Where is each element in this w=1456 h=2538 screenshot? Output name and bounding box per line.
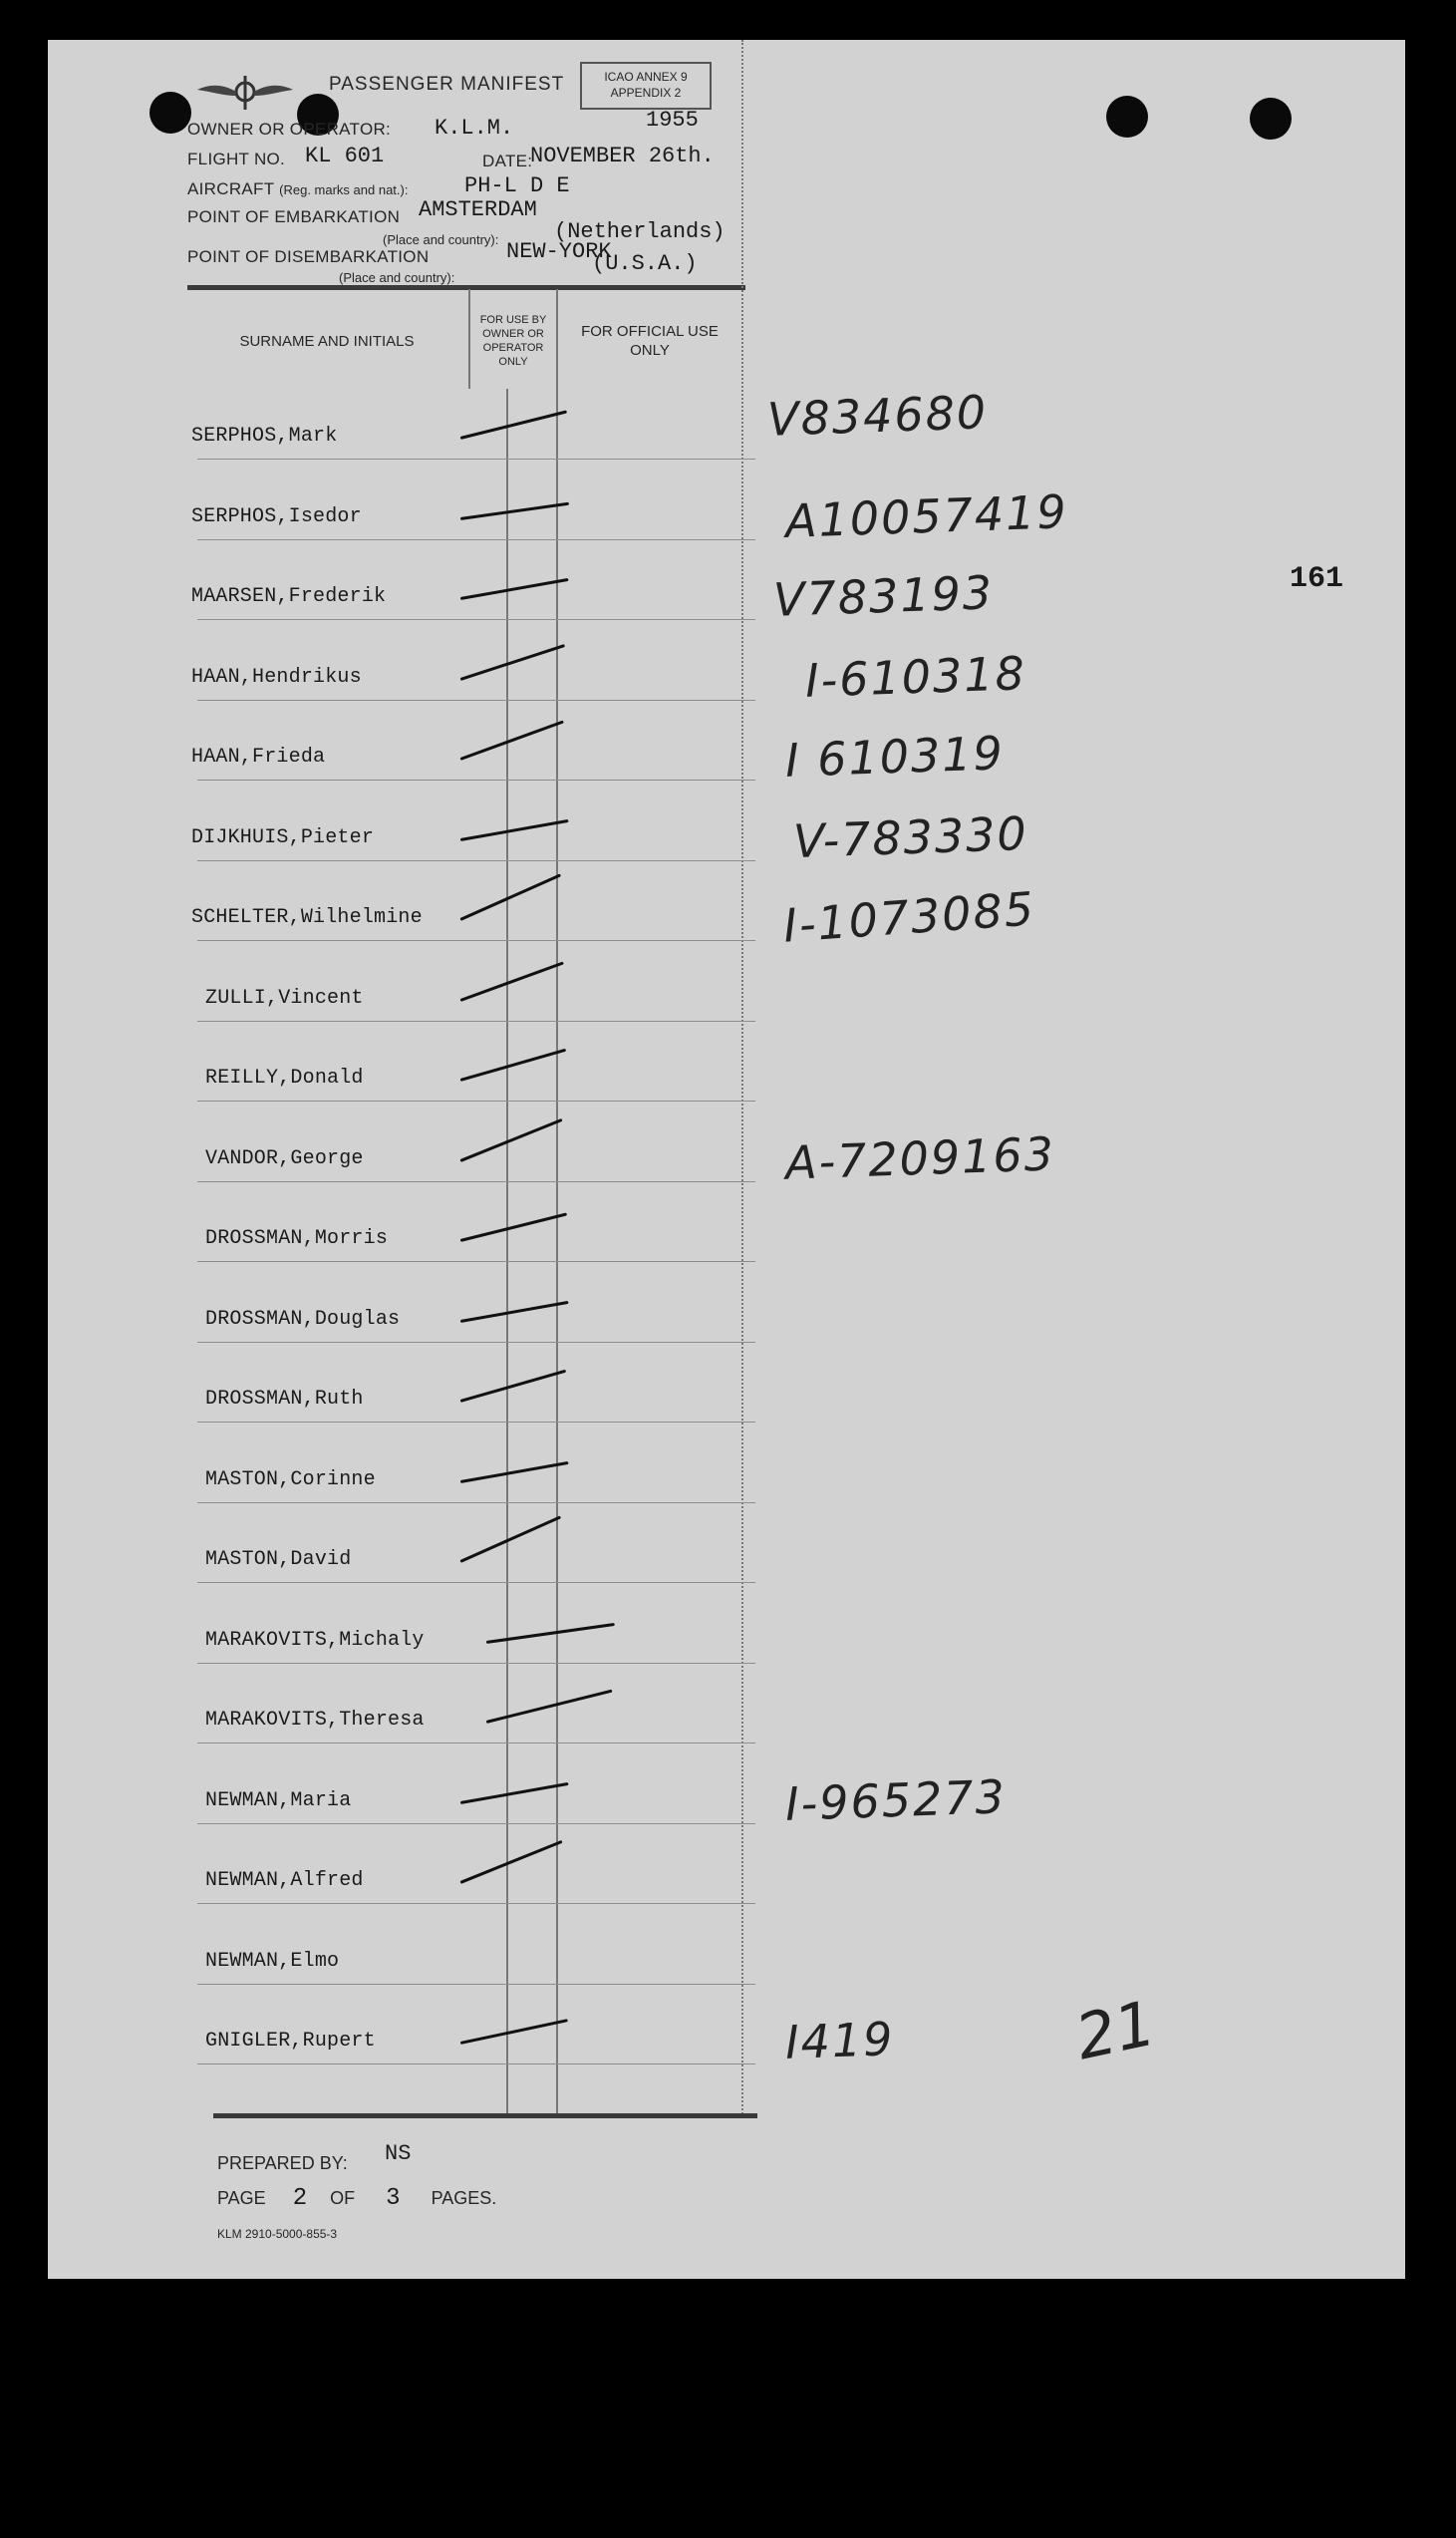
column-divider-left (468, 289, 470, 389)
official-use-entry: A-7209163 (784, 1125, 1056, 1190)
passenger-name: MASTON,Corinne (205, 1467, 376, 1491)
check-tick-mark (460, 1300, 569, 1322)
pages-label: PAGES. (431, 2188, 497, 2208)
icao-line-1: ICAO ANNEX 9 (604, 70, 688, 84)
owner-row (187, 120, 391, 140)
passenger-name: REILLY,Donald (205, 1067, 364, 1090)
folio-number: 161 (1290, 562, 1344, 596)
icao-line-2: APPENDIX 2 (610, 86, 682, 100)
row-rule (197, 1342, 755, 1343)
aircraft-value: PH-L D E (464, 173, 570, 198)
passenger-name: NEWMAN,Elmo (205, 1949, 340, 1973)
passenger-name: NEWMAN,Maria (205, 1788, 352, 1812)
row-rule (197, 1422, 755, 1423)
check-tick-mark (460, 410, 567, 440)
form-code: KLM 2910-5000-855-3 (217, 2227, 338, 2241)
row-rule (197, 1903, 755, 1904)
check-tick-mark (460, 578, 569, 600)
row-rule (197, 1582, 755, 1583)
embarkation-sub-row (383, 229, 498, 249)
prepared-by-row (217, 2153, 348, 2174)
check-tick-mark (459, 1840, 562, 1884)
row-rule (197, 700, 755, 701)
check-tick-mark (460, 1049, 567, 1082)
row-rule (197, 1743, 755, 1744)
check-tick-mark (459, 873, 561, 920)
column-header-owner-use: FOR USE BY OWNER OR OPERATOR ONLY (479, 314, 547, 368)
table-top-rule (187, 285, 745, 290)
embarkation-country: (Netherlands) (554, 219, 726, 244)
row-rule (197, 1101, 755, 1102)
column-header-official-use: FOR OFFICIAL USE ONLY (581, 323, 719, 359)
row-rule (197, 459, 755, 460)
embarkation-sublabel: (Place and country): (383, 232, 499, 247)
passenger-name: NEWMAN,Alfred (205, 1869, 364, 1892)
page-value: 2 (292, 2185, 308, 2212)
row-rule (197, 1663, 755, 1664)
punch-hole-1 (149, 92, 191, 134)
disembarkation-sub-row (339, 267, 454, 287)
prepared-by-value: NS (385, 2141, 412, 2166)
passenger-name: VANDOR,George (205, 1146, 364, 1170)
check-tick-mark (459, 1515, 561, 1562)
official-use-entry: V-783330 (792, 805, 1029, 868)
aircraft-row (187, 179, 408, 199)
passenger-name: GNIGLER,Rupert (205, 2030, 376, 2053)
owner-label: OWNER OR OPERATOR: (187, 120, 392, 139)
check-tick-mark (486, 1690, 613, 1724)
passenger-name: DROSSMAN,Morris (205, 1227, 389, 1250)
passenger-name: HAAN,Hendrikus (191, 665, 362, 689)
embarkation-label: POINT OF EMBARKATION (187, 207, 401, 226)
passenger-name: MAARSEN,Frederik (191, 585, 387, 608)
check-tick-mark (460, 2019, 568, 2045)
check-tick-mark (459, 961, 563, 1001)
official-use-entry: I-610318 (804, 645, 1027, 708)
check-tick-mark (460, 1370, 567, 1403)
row-rule (197, 1021, 755, 1022)
embarkation-value: AMSTERDAM (419, 197, 537, 222)
row-rule (197, 539, 755, 540)
disembarkation-label: POINT OF DISEMBARKATION (187, 247, 430, 266)
official-use-entry: A10057419 (784, 483, 1069, 548)
row-rule (197, 860, 755, 861)
klm-wings-logo-icon (195, 70, 295, 116)
row-rule (197, 1823, 755, 1824)
check-tick-mark (460, 1781, 569, 1803)
passenger-name: SCHELTER,Wilhelmine (191, 906, 423, 929)
passenger-name: HAAN,Frieda (191, 746, 326, 769)
flight-value: KL 601 (305, 144, 385, 168)
row-rule (197, 1502, 755, 1503)
owner-value: K.L.M. (435, 116, 514, 141)
official-use-entry: I-965273 (784, 1768, 1008, 1831)
disembarkation-sublabel: (Place and country): (339, 270, 455, 285)
prepared-by-label: PREPARED BY: (217, 2153, 348, 2173)
check-tick-mark (459, 720, 563, 760)
check-tick-mark (460, 818, 569, 840)
manifest-year: 1955 (646, 108, 699, 133)
row-rule (197, 940, 755, 941)
row-rule (197, 1181, 755, 1182)
aircraft-sublabel: (Reg. marks and nat.): (279, 182, 409, 197)
official-use-entry: I-1073085 (781, 881, 1037, 953)
official-use-entry: V834680 (766, 385, 989, 447)
check-tick-mark (460, 644, 566, 681)
form-edge-dotted (741, 40, 743, 2117)
passenger-name: DROSSMAN,Douglas (205, 1307, 401, 1331)
punch-hole-3 (1106, 96, 1148, 138)
row-rule (197, 619, 755, 620)
passenger-name: ZULLI,Vincent (205, 986, 364, 1010)
column-header-surname: SURNAME AND INITIALS (239, 332, 415, 350)
punch-hole-4 (1250, 98, 1292, 140)
date-label: DATE: (482, 152, 533, 170)
official-use-entry: V783193 (772, 565, 995, 627)
passenger-name: DIJKHUIS,Pieter (191, 825, 375, 849)
official-use-entry: I419 (784, 2012, 896, 2069)
row-rule (197, 2063, 755, 2064)
icao-reference-box (580, 62, 712, 110)
passenger-name: MASTON,David (205, 1548, 352, 1571)
page-label: PAGE (217, 2188, 266, 2208)
date-value: NOVEMBER 26th. (530, 144, 715, 168)
manifest-title: PASSENGER MANIFEST (329, 74, 565, 95)
manifest-page (48, 40, 1405, 2279)
aircraft-label: AIRCRAFT (187, 179, 275, 198)
flight-label: FLIGHT NO. (187, 150, 286, 168)
row-rule (197, 1984, 755, 1985)
passenger-name: SERPHOS,Isedor (191, 504, 362, 528)
disembarkation-row (187, 247, 429, 267)
row-rule (197, 780, 755, 781)
passenger-name: SERPHOS,Mark (191, 425, 338, 448)
flight-row (187, 150, 285, 169)
passenger-name: MARAKOVITS,Theresa (205, 1709, 425, 1732)
row-rule (197, 1261, 755, 1262)
check-tick-mark (459, 1117, 562, 1161)
check-tick-mark (460, 501, 569, 519)
of-label: OF (330, 2188, 356, 2208)
passenger-name: MARAKOVITS,Michaly (205, 1628, 425, 1652)
table-bottom-rule (213, 2113, 757, 2118)
check-tick-mark (460, 1212, 567, 1242)
disembarkation-value: NEW-YORK (506, 239, 612, 264)
passenger-name: DROSSMAN,Ruth (205, 1388, 364, 1411)
date-row (482, 152, 532, 171)
check-tick-mark (460, 1460, 569, 1482)
embarkation-row (187, 207, 400, 227)
official-use-entry: I 610319 (784, 726, 1006, 788)
disembarkation-country: (U.S.A.) (592, 251, 698, 276)
handwritten-count: 21 (1069, 1986, 1162, 2074)
column-divider-owner (506, 389, 508, 2115)
page-count-row (217, 2185, 496, 2212)
of-value: 3 (386, 2185, 401, 2212)
